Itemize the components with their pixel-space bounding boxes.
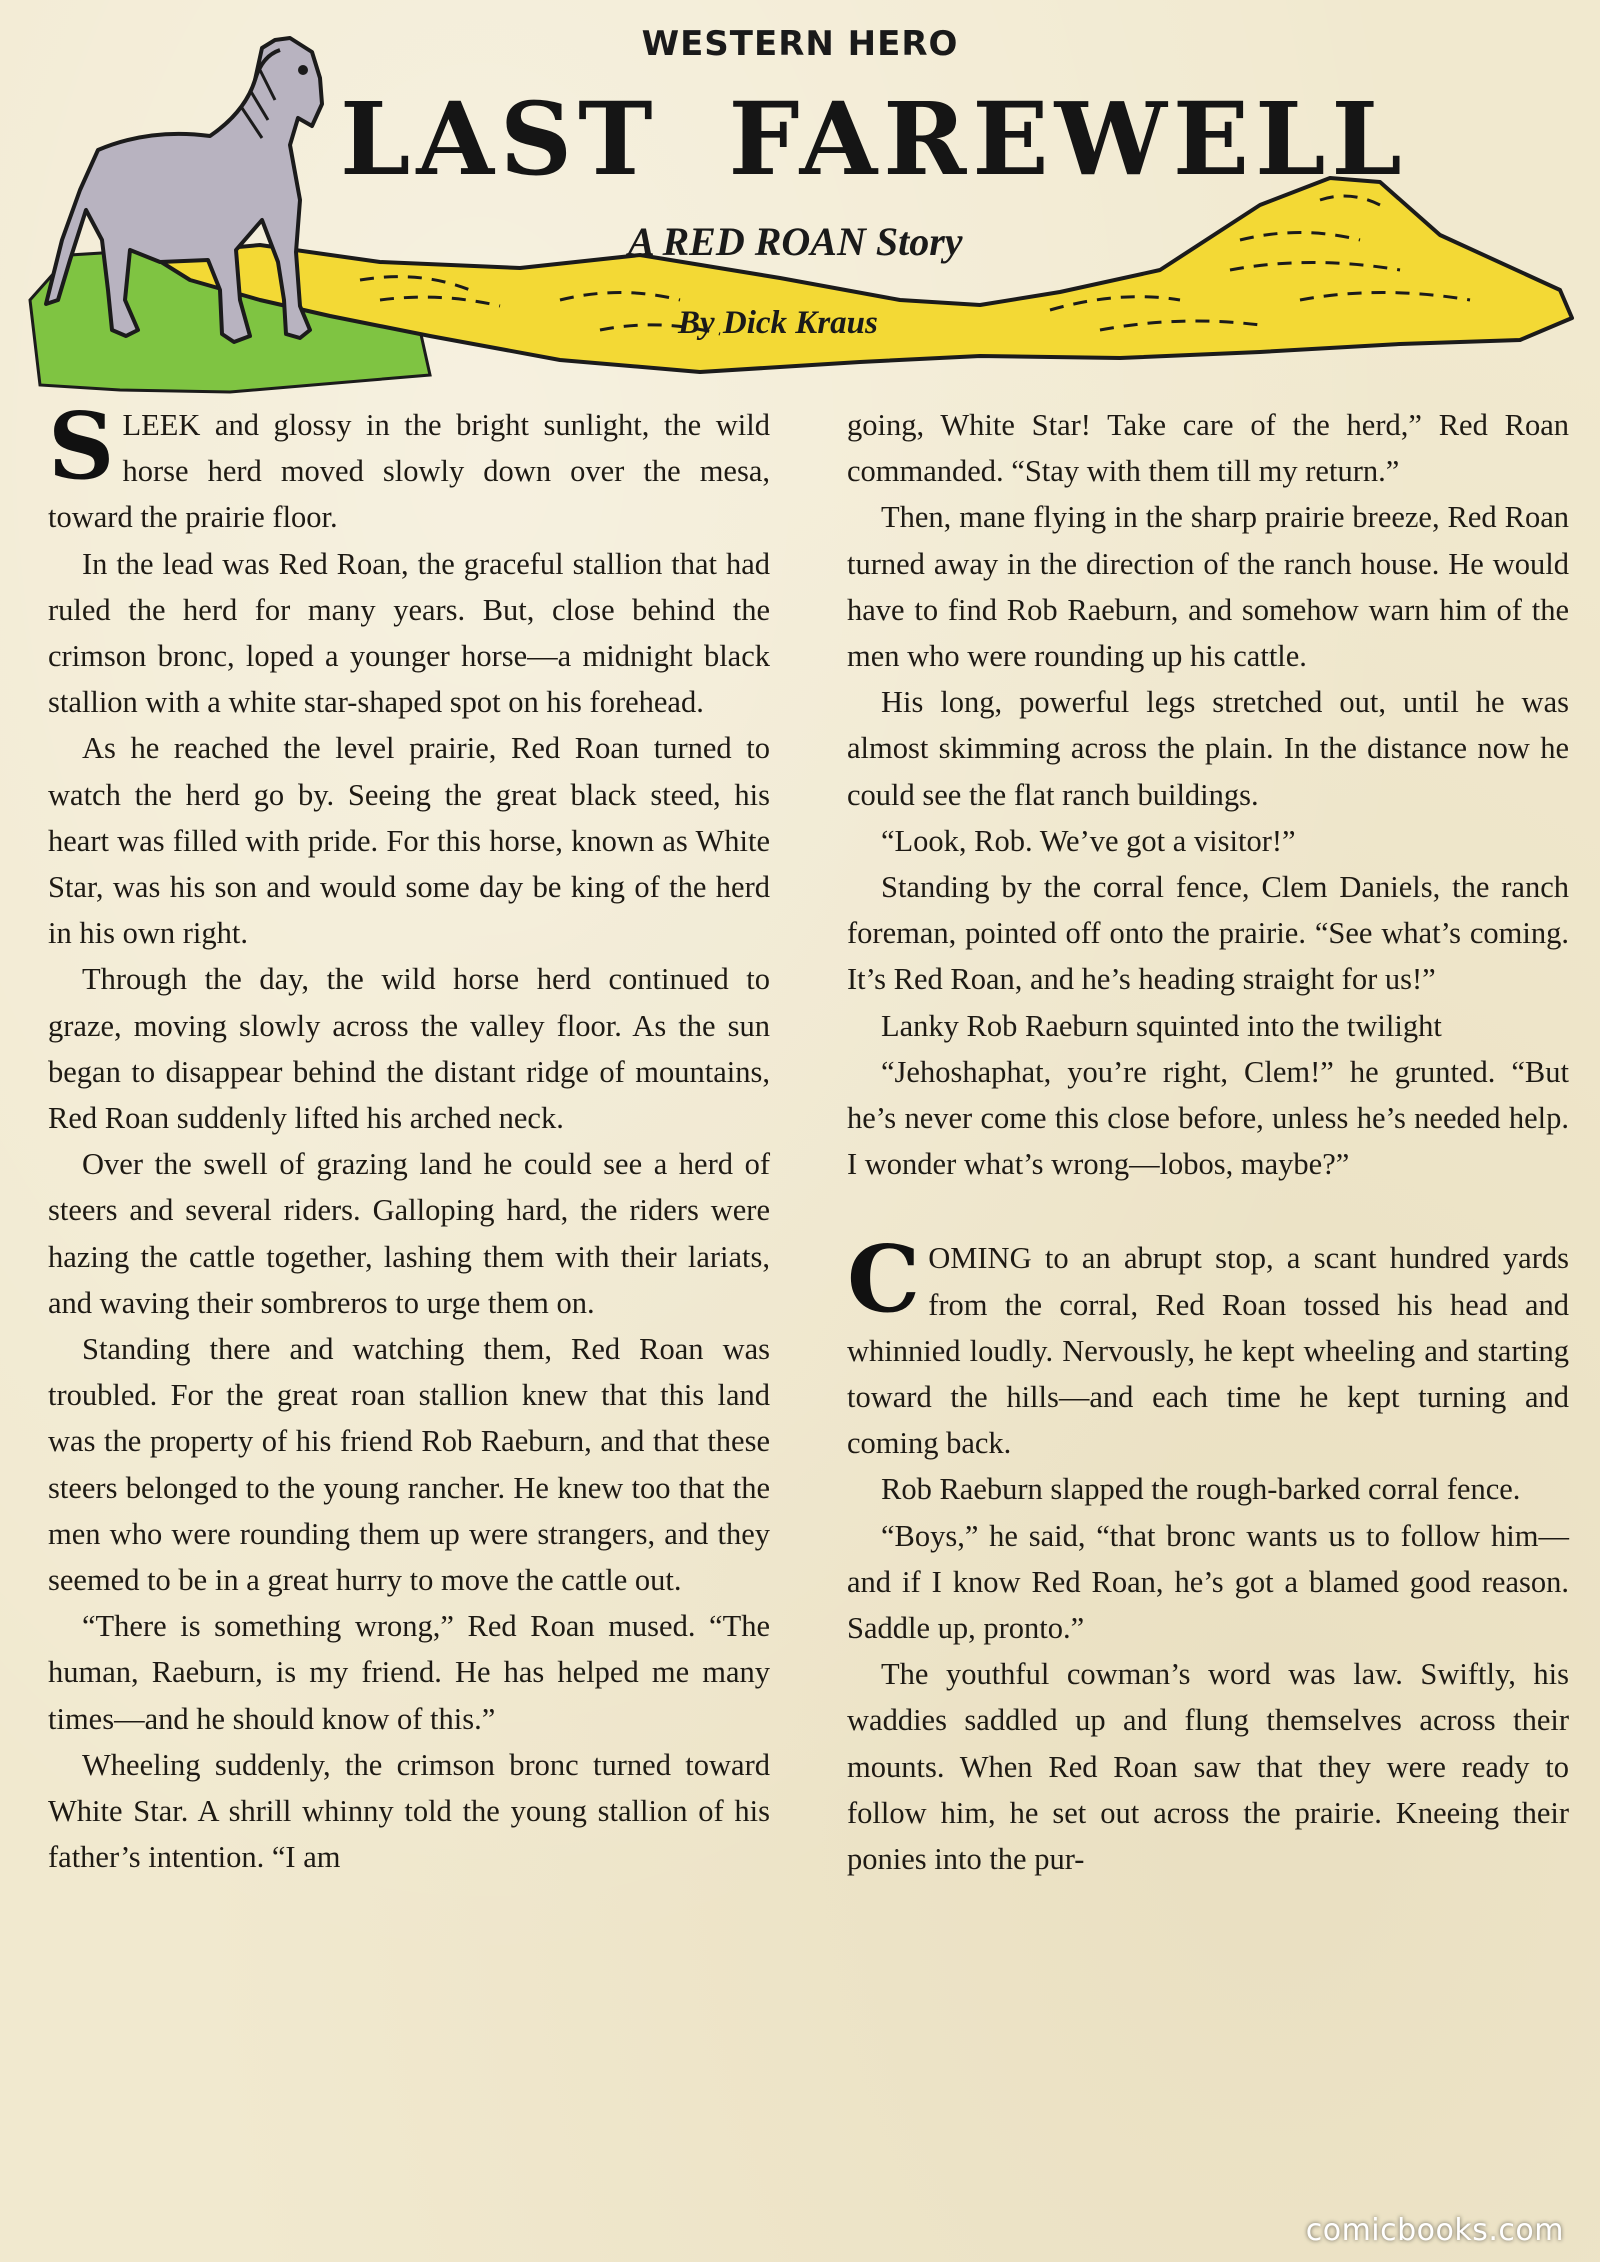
- title-word-last: LAST: [340, 80, 659, 198]
- paragraph: going, White Star! Take care of the herd,” Red Roan commanded. “Stay with them till my return.”: [847, 408, 1569, 489]
- paragraph: Then, mane flying in the sharp prairie breeze, Red Roan turned away in the direction of the ranch house. He would have to find Rob Raeburn, and somehow warn him of the men who were rounding up his cattle.: [847, 500, 1569, 674]
- title-word-farewell: FAREWELL: [728, 80, 1408, 198]
- author-byline: By Dick Kraus: [678, 305, 878, 341]
- paragraph: Standing there and watching them, Red Roan was troubled. For the great roan stallion knew that this land was the property of his friend Rob Raeburn, and that these steers belonged to the young rancher. He knew too that the men who were rounding them up were strangers, and they seemed to be in a great hurry to move the cattle out.: [48, 1332, 770, 1598]
- paragraph: His long, powerful legs stretched out, until he was almost skimming across the plain. In the distance now he could see the flat ranch buildings.: [847, 685, 1569, 812]
- paragraph: Standing by the corral fence, Clem Daniels, the ranch foreman, pointed off onto the prairie. “See what’s coming. It’s Red Roan, and he’s heading straight for us!”: [847, 870, 1569, 997]
- paragraph: “There is something wrong,” Red Roan mused. “The human, Raeburn, is my friend. He has helped me many times—and he should know of this.”: [48, 1609, 770, 1736]
- site-watermark: comicbooks.com: [1305, 2213, 1564, 2248]
- paragraph: Wheeling suddenly, the crimson bronc turned toward White Star. A shrill whinny told the young stallion of his father’s intention. “I am: [48, 1747, 770, 1875]
- title-banner: [0, 0, 1600, 400]
- paragraph: [48, 392, 770, 541]
- paragraph: “Look, Rob. We’ve got a visitor!”: [881, 823, 1296, 858]
- paragraph-text: LEEK and glossy in the bright sunlight, the wild horse herd moved slowly down over the mesa, toward the prairie floor.: [48, 408, 770, 535]
- drop-cap: S: [48, 392, 115, 500]
- paragraph: Over the swell of grazing land he could see a herd of steers and several riders. Galloping hard, the riders were hazing the cattle together, lashing them with their lariats, and waving their sombreros to urge them on.: [48, 1147, 770, 1320]
- paragraph: “Jehoshaphat, you’re right, Clem!” he grunted. “But he’s never come this close before, unless he’s needed help. I wonder what’s wrong—lobos, maybe?”: [847, 1054, 1569, 1182]
- left-text-column: [48, 392, 770, 1881]
- paragraph: As he reached the level prairie, Red Roan turned to watch the herd go by. Seeing the great black steed, his heart was filled with pride. For this horse, known as White Star, was his son and would some day be king of the herd in his own right.: [48, 731, 770, 951]
- paragraph: Rob Raeburn slapped the rough-barked corral fence.: [881, 1472, 1521, 1507]
- paragraph-text: OMING to an abrupt stop, a scant hundred yards from the corral, Red Roan tossed his head and whinnied loudly. Nervously, he kept wheeling and starting toward the hills—and each time he kept turning and coming back.: [847, 1241, 1569, 1461]
- magazine-header: WESTERN HERO: [641, 24, 959, 64]
- paragraph: Through the day, the wild horse herd continued to graze, moving slowly across the valley floor. As the sun began to disappear behind the distant ridge of mountains, Red Roan suddenly lifted his arched neck.: [48, 962, 770, 1136]
- drop-cap: C: [847, 1225, 921, 1334]
- paragraph: [847, 1225, 1569, 1466]
- paragraph: “Boys,” he said, “that bronc wants us to follow him—and if I know Red Roan, he’s got a blamed good reason. Saddle up, pronto.”: [847, 1518, 1569, 1646]
- story-subtitle: A RED ROAN Story: [628, 219, 963, 264]
- right-text-column: [847, 402, 1569, 1882]
- paragraph: Lanky Rob Raeburn squinted into the twilight: [881, 1008, 1442, 1043]
- paragraph: In the lead was Red Roan, the graceful stallion that had ruled the herd for many years. But, close behind the crimson bronc, loped a younger horse—a midnight black stallion with a white star-shaped spot on his forehead.: [48, 546, 770, 720]
- story-title: [340, 80, 1408, 198]
- paragraph: The youthful cowman’s word was law. Swiftly, his waddies saddled up and flung themselves across their mounts. When Red Roan saw that they were ready to follow him, he set out across the prairie. Kneeing their ponies into the pur-: [847, 1657, 1569, 1877]
